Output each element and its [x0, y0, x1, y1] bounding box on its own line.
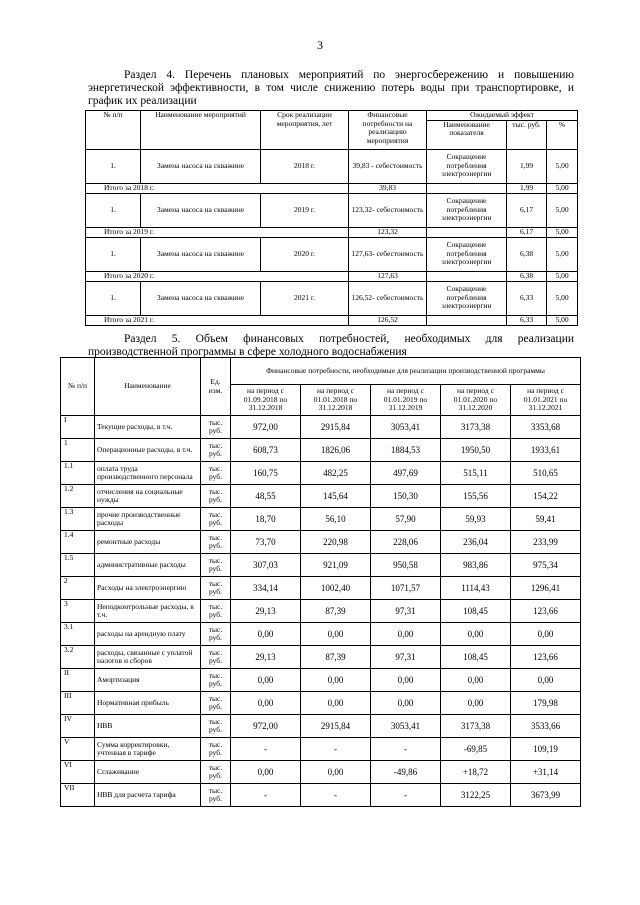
- row-name: НВВ: [95, 715, 201, 738]
- table-row: [86, 237, 578, 271]
- row-value: 59,41: [511, 508, 581, 531]
- row-code: 2: [61, 577, 95, 600]
- row-name: Замена насоса на скважине: [141, 149, 261, 183]
- row-value: 972,00: [231, 416, 301, 439]
- row-value: 87,39: [301, 646, 371, 669]
- table-row: [61, 554, 581, 577]
- row-finance: 123,32- себестоимость: [349, 193, 427, 227]
- row-value: 1114,43: [441, 577, 511, 600]
- table-row: [61, 623, 581, 646]
- table-row: [61, 577, 581, 600]
- total-finance: 39,83: [349, 183, 427, 193]
- row-value: 29,13: [231, 600, 301, 623]
- total-row: [86, 271, 578, 281]
- row-name: Амортизация: [95, 669, 201, 692]
- row-value: 73,70: [231, 531, 301, 554]
- table-row: [61, 669, 581, 692]
- row-value: 3173,38: [441, 416, 511, 439]
- row-value: 29,13: [231, 646, 301, 669]
- row-name: административные расходы: [95, 554, 201, 577]
- row-value: 510,65: [511, 462, 581, 485]
- total-rub: 1,99: [507, 183, 547, 193]
- row-code: 1.4: [61, 531, 95, 554]
- row-indicator: Сокращение потребления электроэнергии: [427, 193, 507, 227]
- table-row: [86, 193, 578, 227]
- row-value: 1826,06: [301, 439, 371, 462]
- total-rub: 6,33: [507, 315, 547, 325]
- col-effect-header: Ожидаемый эффект: [427, 111, 578, 121]
- row-name: Расходы на электроэнергию: [95, 577, 201, 600]
- total-row: [86, 315, 578, 325]
- row-name: Замена насоса на скважине: [141, 193, 261, 227]
- row-unit: тыс. руб.: [201, 692, 231, 715]
- row-value: +18,72: [441, 761, 511, 784]
- row-indicator: Сокращение потребления электроэнергии: [427, 237, 507, 271]
- row-unit: тыс. руб.: [201, 600, 231, 623]
- section-5-heading: Раздел 5. Объем финансовых потребностей, необходимых для реализации производственной программы в сфере холодного водоснабжения: [88, 333, 574, 358]
- row-code: VII: [61, 784, 95, 807]
- row-num: 1.: [86, 237, 141, 271]
- col-rub-header: тыс. руб.: [507, 120, 547, 149]
- row-unit: тыс. руб.: [201, 439, 231, 462]
- row-value: 3053,41: [371, 416, 441, 439]
- row-value: 0,00: [371, 669, 441, 692]
- row-name: Нормативная прибыль: [95, 692, 201, 715]
- row-value: 921,09: [301, 554, 371, 577]
- row-value: 0,00: [231, 623, 301, 646]
- row-code: 3.2: [61, 646, 95, 669]
- row-value: 3122,25: [441, 784, 511, 807]
- row-value: 0,00: [371, 692, 441, 715]
- row-value: 57,90: [371, 508, 441, 531]
- total-row: [86, 183, 578, 193]
- total-label: Итого за 2020 г.: [86, 271, 349, 281]
- table-row: [86, 149, 578, 183]
- col-period-header: на период с 01.09.2018 по 31.12.2018: [231, 385, 301, 416]
- col-period-header: на период с 01.01.2021 по 31.12.2021: [511, 385, 581, 416]
- total-rub: 6,38: [507, 271, 547, 281]
- row-value: 145,64: [301, 485, 371, 508]
- row-value: 1933,61: [511, 439, 581, 462]
- row-unit: тыс. руб.: [201, 416, 231, 439]
- row-name: Замена насоса на скважине: [141, 237, 261, 271]
- row-year: 2019 г.: [261, 193, 349, 227]
- row-value: 0,00: [301, 623, 371, 646]
- row-pct: 5,00: [547, 193, 578, 227]
- row-value: 97,31: [371, 600, 441, 623]
- row-value: 2915,84: [301, 715, 371, 738]
- row-value: 3173,38: [441, 715, 511, 738]
- row-unit: тыс. руб.: [201, 623, 231, 646]
- row-value: 155,56: [441, 485, 511, 508]
- row-value: +31,14: [511, 761, 581, 784]
- col-period-header: на период с 01.01.2020 по 31.12.2020: [441, 385, 511, 416]
- row-value: 3353,68: [511, 416, 581, 439]
- row-name: НВВ для расчета тарифа: [95, 784, 201, 807]
- total-pct: 5,00: [547, 227, 578, 237]
- row-code: II: [61, 669, 95, 692]
- row-value: 109,19: [511, 738, 581, 761]
- row-value: -69,85: [441, 738, 511, 761]
- row-name: Операционные расходы, в т.ч.: [95, 439, 201, 462]
- row-indicator: Сокращение потребления электроэнергии: [427, 281, 507, 315]
- col-unit-header: Ед. изм.: [201, 358, 231, 416]
- row-value: 18,70: [231, 508, 301, 531]
- row-value: 154,22: [511, 485, 581, 508]
- row-pct: 5,00: [547, 237, 578, 271]
- row-value: 0,00: [511, 623, 581, 646]
- row-value: 97,31: [371, 646, 441, 669]
- row-code: 1.3: [61, 508, 95, 531]
- financial-needs-table: [60, 357, 581, 807]
- row-value: -: [371, 784, 441, 807]
- total-label: Итого за 2021 г.: [86, 315, 349, 325]
- row-value: 0,00: [441, 623, 511, 646]
- row-value: 220,98: [301, 531, 371, 554]
- row-name: Сглаживание: [95, 761, 201, 784]
- energy-measures-table: [85, 110, 578, 326]
- row-name: прочие производственные расходы: [95, 508, 201, 531]
- row-value: 179,98: [511, 692, 581, 715]
- row-year: 2021 г.: [261, 281, 349, 315]
- row-value: 1950,50: [441, 439, 511, 462]
- row-finance: 127,63- себестоимость: [349, 237, 427, 271]
- row-finance: 39,83 - себестоимость: [349, 149, 427, 183]
- row-unit: тыс. руб.: [201, 577, 231, 600]
- total-finance: 123,32: [349, 227, 427, 237]
- total-row: [86, 227, 578, 237]
- row-unit: тыс. руб.: [201, 508, 231, 531]
- table-row: [61, 692, 581, 715]
- section-4-heading: Раздел 4. Перечень плановых мероприятий по энергосбережению и повышению энергетической эффективности, в том числе снижению потерь воды при транспортировке, и график их реализации: [88, 69, 574, 107]
- col-num-header: № п/п: [86, 111, 141, 150]
- row-num: 1.: [86, 149, 141, 183]
- col-num-header: № п/п: [61, 358, 95, 416]
- row-name: Текущие расходы, в т.ч.: [95, 416, 201, 439]
- row-value: 515,11: [441, 462, 511, 485]
- row-value: 0,00: [301, 692, 371, 715]
- row-value: 972,00: [231, 715, 301, 738]
- row-value: 608,73: [231, 439, 301, 462]
- row-value: 123,66: [511, 600, 581, 623]
- row-value: 56,10: [301, 508, 371, 531]
- col-indicator-header: Наименование показателя: [427, 120, 507, 149]
- row-value: 228,06: [371, 531, 441, 554]
- row-value: 334,14: [231, 577, 301, 600]
- row-value: 59,93: [441, 508, 511, 531]
- row-code: 3: [61, 600, 95, 623]
- table-row: [61, 715, 581, 738]
- total-pct: 5,00: [547, 315, 578, 325]
- col-name-header: Наименование: [95, 358, 201, 416]
- row-value: 0,00: [371, 623, 441, 646]
- row-code: IV: [61, 715, 95, 738]
- table-row: [61, 738, 581, 761]
- total-pct: 5,00: [547, 271, 578, 281]
- row-value: -49,86: [371, 761, 441, 784]
- row-code: VI: [61, 761, 95, 784]
- row-value: 123,66: [511, 646, 581, 669]
- table-row: [61, 485, 581, 508]
- table-row: [61, 646, 581, 669]
- table-row: [61, 531, 581, 554]
- table-row: [61, 761, 581, 784]
- row-unit: тыс. руб.: [201, 554, 231, 577]
- row-value: 48,55: [231, 485, 301, 508]
- row-value: 1884,53: [371, 439, 441, 462]
- row-value: 1071,57: [371, 577, 441, 600]
- row-unit: тыс. руб.: [201, 784, 231, 807]
- row-value: 497,69: [371, 462, 441, 485]
- row-value: 0,00: [231, 761, 301, 784]
- row-value: 2915,84: [301, 416, 371, 439]
- row-name: расходы на арендную плату: [95, 623, 201, 646]
- row-value: -: [301, 784, 371, 807]
- col-finance-header: Финансовые потребности на реализацию мероприятия: [349, 111, 427, 150]
- row-code: V: [61, 738, 95, 761]
- row-code: I: [61, 416, 95, 439]
- row-code: 1: [61, 439, 95, 462]
- row-name: расходы, связанные с уплатой налогов и сборов: [95, 646, 201, 669]
- row-value: 160,75: [231, 462, 301, 485]
- row-value: -: [231, 784, 301, 807]
- col-group-header: Финансовые потребности, необходимые для реализации производственной программы: [231, 358, 581, 385]
- row-name: Замена насоса на скважине: [141, 281, 261, 315]
- col-pct-header: %: [547, 120, 578, 149]
- row-value: -: [231, 738, 301, 761]
- table-row: [61, 784, 581, 807]
- total-pct: 5,00: [547, 183, 578, 193]
- table-row: [61, 600, 581, 623]
- row-unit: тыс. руб.: [201, 669, 231, 692]
- row-value: 108,45: [441, 600, 511, 623]
- row-unit: тыс. руб.: [201, 485, 231, 508]
- row-name: ремонтные расходы: [95, 531, 201, 554]
- row-unit: тыс. руб.: [201, 738, 231, 761]
- row-name: отчисления на социальные нужды: [95, 485, 201, 508]
- row-value: -: [371, 738, 441, 761]
- row-code: 1.1: [61, 462, 95, 485]
- row-value: 0,00: [301, 669, 371, 692]
- row-value: 0,00: [231, 669, 301, 692]
- row-value: 0,00: [441, 692, 511, 715]
- row-num: 1.: [86, 193, 141, 227]
- row-value: 0,00: [231, 692, 301, 715]
- row-code: 1.2: [61, 485, 95, 508]
- total-finance: 126,52: [349, 315, 427, 325]
- table-row: [61, 439, 581, 462]
- total-label: Итого за 2018 г.: [86, 183, 349, 193]
- row-value: 1296,41: [511, 577, 581, 600]
- row-value: 108,45: [441, 646, 511, 669]
- row-value: 950,58: [371, 554, 441, 577]
- row-pct: 5,00: [547, 149, 578, 183]
- row-value: 3673,99: [511, 784, 581, 807]
- row-unit: тыс. руб.: [201, 646, 231, 669]
- row-value: -: [301, 738, 371, 761]
- total-label: Итого за 2019 г.: [86, 227, 349, 237]
- table-row: [61, 416, 581, 439]
- row-unit: тыс. руб.: [201, 531, 231, 554]
- row-year: 2020 г.: [261, 237, 349, 271]
- row-value: 3533,66: [511, 715, 581, 738]
- row-name: Неподконтрольные расходы, в т.ч.: [95, 600, 201, 623]
- row-value: 983,86: [441, 554, 511, 577]
- row-value: 482,25: [301, 462, 371, 485]
- row-rub: 1,99: [507, 149, 547, 183]
- page-number: 3: [317, 38, 323, 52]
- row-value: 87,39: [301, 600, 371, 623]
- col-period-header: на период с 01.01.2018 по 31.12.2018: [301, 385, 371, 416]
- table-row: [61, 462, 581, 485]
- row-pct: 5,00: [547, 281, 578, 315]
- table-row: [61, 508, 581, 531]
- row-name: оплата труда производственного персонала: [95, 462, 201, 485]
- row-unit: тыс. руб.: [201, 761, 231, 784]
- row-value: 307,03: [231, 554, 301, 577]
- row-name: Сумма корректировки, учтенная в тарифе: [95, 738, 201, 761]
- row-value: 0,00: [511, 669, 581, 692]
- row-value: 150,30: [371, 485, 441, 508]
- row-value: 3053,41: [371, 715, 441, 738]
- col-period-header: на период с 01.01.2019 по 31.12.2019: [371, 385, 441, 416]
- row-value: 236,04: [441, 531, 511, 554]
- row-code: III: [61, 692, 95, 715]
- row-year: 2018 г.: [261, 149, 349, 183]
- total-finance: 127,63: [349, 271, 427, 281]
- row-value: 1002,40: [301, 577, 371, 600]
- row-unit: тыс. руб.: [201, 462, 231, 485]
- row-value: 0,00: [441, 669, 511, 692]
- row-num: 1.: [86, 281, 141, 315]
- total-rub: 6,17: [507, 227, 547, 237]
- row-code: 3.1: [61, 623, 95, 646]
- table-row: [86, 281, 578, 315]
- row-value: 0,00: [301, 761, 371, 784]
- row-indicator: Сокращение потребления электроэнергии: [427, 149, 507, 183]
- row-rub: 6,33: [507, 281, 547, 315]
- col-period-header: Срок реализации мероприятия, лет: [261, 111, 349, 150]
- row-code: 1.5: [61, 554, 95, 577]
- row-rub: 6,17: [507, 193, 547, 227]
- col-name-header: Наименование мероприятий: [141, 111, 261, 150]
- row-value: 233,99: [511, 531, 581, 554]
- row-rub: 6,38: [507, 237, 547, 271]
- row-finance: 126,52- себестоимость: [349, 281, 427, 315]
- row-value: 975,34: [511, 554, 581, 577]
- row-unit: тыс. руб.: [201, 715, 231, 738]
